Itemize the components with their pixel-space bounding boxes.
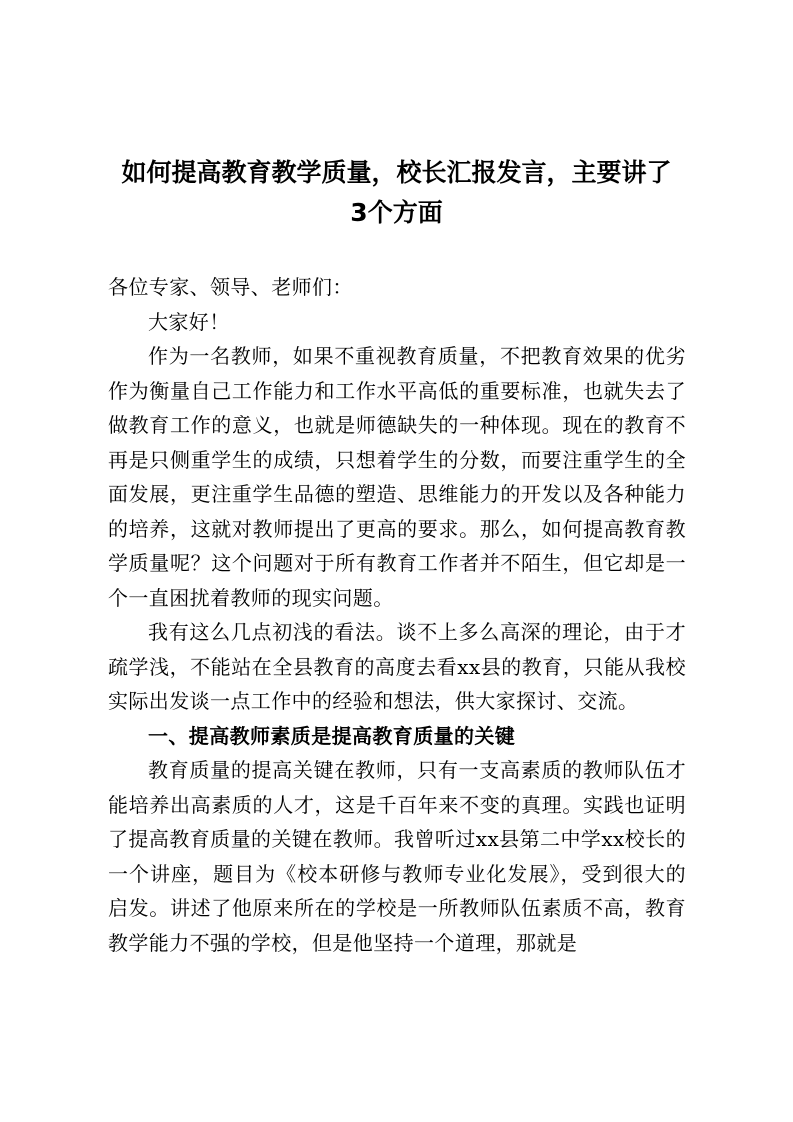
document-title-line-2: 3个方面 xyxy=(350,198,443,227)
greeting: 大家好！ xyxy=(148,309,230,334)
section-heading-1: 一、提高教师素质是提高教育质量的关键 xyxy=(148,723,516,748)
document-body xyxy=(108,270,686,960)
document-title-line-1: 如何提高教育教学质量，校长汇报发言，主要讲了 xyxy=(121,158,672,187)
paragraph-opinion: 我有这么几点初浅的看法。谈不上多么高深的理论，由于才疏学浅，不能站在全县教育的高度去看xx县的教育，只能从我校实际出发谈一点工作中的经验和想法，供大家探讨、交流。 xyxy=(108,620,686,713)
paragraph-intro: 作为一名教师，如果不重视教育质量，不把教育效果的优劣作为衡量自己工作能力和工作水平高低的重要标准，也就失去了做教育工作的意义，也就是师德缺失的一种体现。现在的教育不再是只侧重学生的成绩，只想着学生的分数，而要注重学生的全面发展，更注重学生品德的塑造、思维能力的开发以及各种能力的培养，这就对教师提出了更高的要求。那么，如何提高教育教学质量呢？这个问题对于所有教育工作者并不陌生，但它却是一个一直困扰着教师的现实问题。 xyxy=(108,344,686,610)
section-1-paragraph: 教育质量的提高关键在教师，只有一支高素质的教师队伍才能培养出高素质的人才，这是千百年来不变的真理。实践也证明了提高教育质量的关键在教师。我曾听过xx县第二中学xx校长的一个讲座，题目为《校本研修与教师专业化发展》，受到很大的启发。讲述了他原来所在的学校是一所教师队伍素质不高，教育教学能力不强的学校，但是他坚持一个道理，那就是 xyxy=(108,758,686,955)
salutation: 各位专家、领导、老师们： xyxy=(108,275,353,299)
